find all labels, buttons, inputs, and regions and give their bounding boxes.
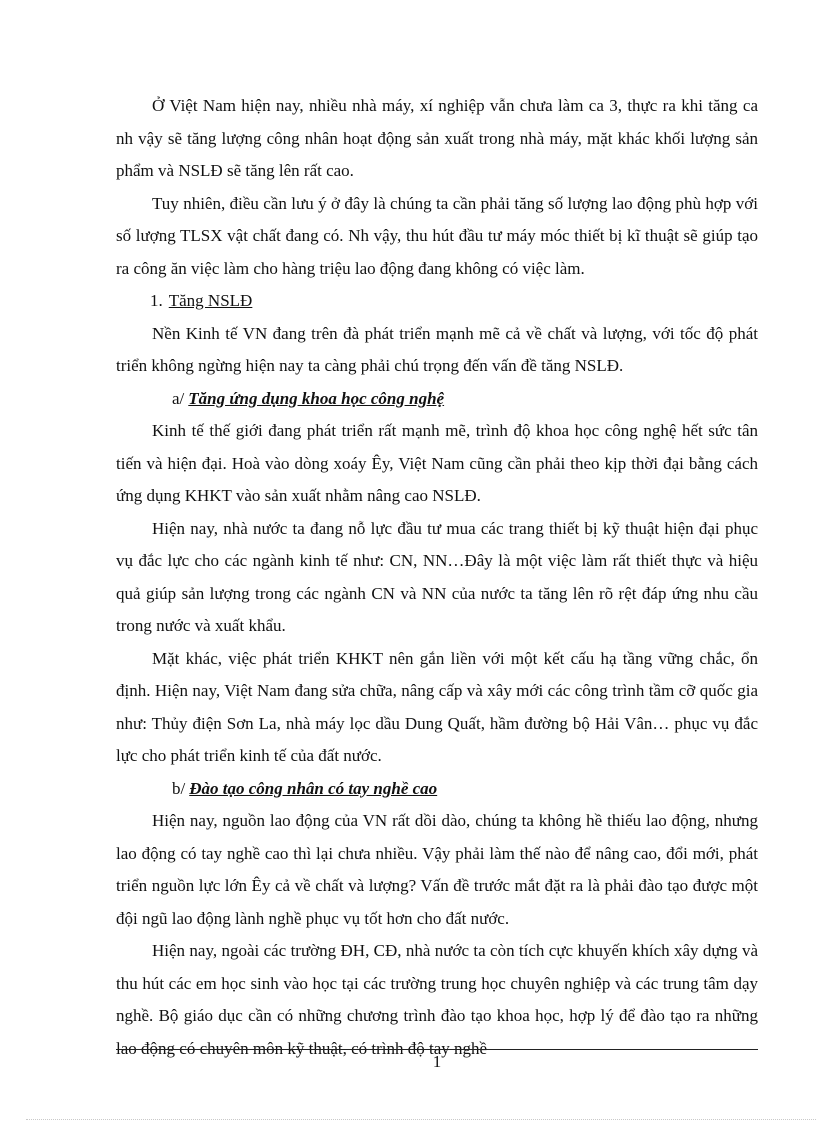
subsection-a-heading: [116, 383, 758, 416]
subsection-b-heading: [116, 773, 758, 806]
subsection-a-paragraph-2: Hiện nay, nhà nước ta đang nỗ lực đầu tư mua các trang thiết bị kỹ thuật hiện đại phục vụ đắc lực cho các ngành kinh tế như: CN, NN…Đây là một việc làm rất thiết thực và hiệu quả giúp sản lượng trong các ngành CN và NN của nước ta tăng lên rõ rệt đáp ứng nhu cầu trong nước và xuất khẩu.: [116, 518, 758, 635]
subsection-a-title: Tăng ứng dụng khoa học công nghệ: [188, 388, 445, 408]
page-edge-divider: [26, 1119, 816, 1120]
intro-paragraph-1: Ở Việt Nam hiện nay, nhiều nhà máy, xí nghiệp vẫn chưa làm ca 3, thực ra khi tăng ca nh vậy sẽ tăng lượng công nhân hoạt động sản xuất trong nhà máy, mặt khác khối lượng sản phẩm và NSLĐ sẽ tăng lên rất cao.: [116, 96, 758, 180]
page-number: 1: [432, 1052, 442, 1071]
document-body: [116, 90, 758, 1065]
section-number: 1.: [150, 291, 163, 310]
subsection-a-paragraph-1: Kinh tế thế giới đang phát triển rất mạnh mẽ, trình độ khoa học công nghệ hết sức tân tiến và hiện đại. Hoà vào dòng xoáy Êy, Việt Nam cũng cần phải theo kịp thời đại bằng cách ứng dụng KHKT vào sản xuất nhằm nâng cao NSLĐ.: [116, 421, 758, 505]
subsection-a-paragraph-3: Mặt khác, việc phát triển KHKT nên gắn liền với một kết cấu hạ tầng vững chắc, ổn định. Hiện nay, Việt Nam đang sửa chữa, nâng cấp và xây mới các công trình tầm cỡ quốc gia như: Thủy điện Sơn La, nhà máy lọc dầu Dung Quất, hầm đường bộ Hải Vân… phục vụ đắc lực cho phát triển kinh tế của đất nước.: [116, 648, 758, 765]
section1-paragraph: Nền Kinh tế VN đang trên đà phát triển mạnh mẽ cả về chất và lượng, với tốc độ phát triển không ngừng hiện nay ta càng phải chú trọng đến vấn đề tăng NSLĐ.: [116, 323, 758, 375]
subsection-b-paragraph-2: Hiện nay, ngoài các trường ĐH, CĐ, nhà nước ta còn tích cực khuyến khích xây dựng và thu hút các em học sinh vào học tại các trường trung học chuyên nghiệp và các trung tâm dạy nghề. Bộ giáo dục cần có những chương trình đào tạo khoa học, hợp lý để đào tạo ra những lao động có chuyên môn kỹ thuật, có trình độ tay nghề: [116, 941, 758, 1058]
subsection-b-title: Đào tạo công nhân có tay nghề cao: [189, 778, 438, 798]
intro-paragraph-2: Tuy nhiên, điều cần lưu ý ở đây là chúng ta cần phải tăng số lượng lao động phù hợp với số lượng TLSX vật chất đang có. Nh vậy, thu hút đầu tư máy móc thiết bị kĩ thuật sẽ giúp tạo ra công ăn việc làm cho hàng triệu lao động đang không có việc làm.: [116, 193, 758, 278]
subsection-b-label: b/: [172, 778, 186, 798]
footer-divider: [116, 1049, 758, 1050]
section-title: Tăng NSLĐ: [168, 291, 253, 310]
subsection-a-label: a/: [172, 388, 185, 408]
section-heading-tang-nsld: [116, 285, 758, 318]
subsection-b-paragraph-1: Hiện nay, nguồn lao động của VN rất dồi dào, chúng ta không hề thiếu lao động, nhưng lao động có tay nghề cao thì lại chưa nhiều. Vậy phải làm thế nào để nâng cao, đổi mới, phát triển nguồn lực lớn Êy cả về chất và lượng? Vấn đề trước mắt đặt ra là phải đào tạo được một đội ngũ lao động lành nghề phục vụ tốt hơn cho đất nước.: [116, 811, 758, 928]
